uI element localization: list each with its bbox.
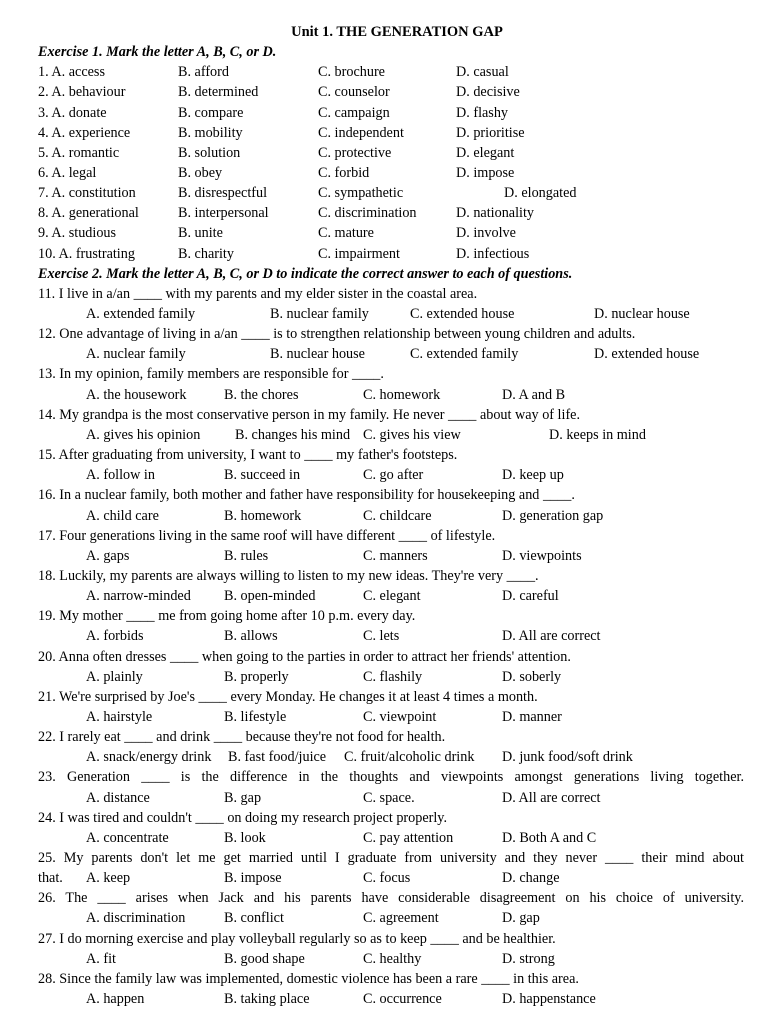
- option-b[interactable]: B. homework: [224, 507, 302, 524]
- option-c: C. impairment: [318, 245, 400, 262]
- option-d[interactable]: D. soberly: [502, 668, 562, 685]
- option-b: B. interpersonal: [178, 205, 269, 222]
- option-d[interactable]: D. generation gap: [502, 507, 604, 524]
- option-a: 6. A. legal: [38, 165, 97, 182]
- option-d[interactable]: D. gap: [502, 910, 540, 927]
- exercise1-row: [38, 223, 744, 243]
- question-continuation: that.: [38, 870, 63, 887]
- option-b[interactable]: B. gap: [224, 789, 262, 806]
- option-a: 5. A. romantic: [38, 144, 120, 161]
- answer-options: [38, 747, 744, 767]
- option-c: C. brochure: [318, 64, 385, 81]
- exercise1-row: [38, 163, 744, 183]
- option-d: D. involve: [456, 225, 516, 242]
- option-d[interactable]: D. happenstance: [502, 991, 596, 1008]
- exercise1-row: [38, 103, 744, 123]
- exercise1-heading: Exercise 1. Mark the letter A, B, C, or D.: [38, 44, 277, 61]
- option-c[interactable]: C. occurrence: [363, 991, 442, 1008]
- option-d[interactable]: D. All are correct: [502, 628, 601, 645]
- option-d[interactable]: D. manner: [502, 709, 562, 725]
- option-d[interactable]: D. keeps in mind: [549, 426, 646, 443]
- option-b: B. mobility: [178, 124, 243, 141]
- option-b[interactable]: B. lifestyle: [224, 709, 287, 725]
- exercise1-row: [38, 244, 744, 264]
- worksheet-page: [38, 22, 744, 1009]
- option-c[interactable]: C. healthy: [363, 950, 422, 967]
- exercise1-row: [38, 82, 744, 102]
- option-a[interactable]: A. nuclear family: [86, 346, 186, 363]
- option-b[interactable]: B. open-minded: [224, 588, 316, 605]
- option-c: C. protective: [318, 144, 392, 161]
- option-b: B. disrespectful: [178, 185, 268, 202]
- option-c: C. forbid: [318, 165, 370, 182]
- option-a[interactable]: A. gaps: [86, 547, 130, 564]
- option-a[interactable]: A. distance: [86, 789, 150, 806]
- option-a[interactable]: A. narrow-minded: [86, 588, 191, 605]
- question-text: 16. In a nuclear family, both mother and father have responsibility for housekeeping and ____.: [38, 487, 575, 504]
- question-text: 21. We're surprised by Joe's ____ every Monday. He changes it at least 4 times a month.: [38, 688, 538, 705]
- answer-options: [38, 385, 744, 405]
- option-b[interactable]: B. nuclear family: [270, 306, 369, 323]
- answer-options: [38, 626, 744, 646]
- option-a[interactable]: A. discrimination: [86, 910, 186, 927]
- option-c[interactable]: C. childcare: [363, 507, 432, 524]
- exercise2-list: [38, 284, 744, 1009]
- option-b[interactable]: B. conflict: [224, 910, 284, 927]
- option-a[interactable]: A. gives his opinion: [86, 426, 201, 443]
- option-d: D. casual: [456, 64, 509, 81]
- option-a[interactable]: A. keep: [86, 870, 131, 887]
- option-c: C. sympathetic: [318, 185, 404, 202]
- option-c[interactable]: C. extended family: [410, 346, 519, 363]
- question-text: 17. Four generations living in the same roof will have different ____ of lifestyle.: [38, 527, 496, 544]
- option-b[interactable]: B. taking place: [224, 991, 310, 1008]
- option-a: 10. A. frustrating: [38, 245, 135, 262]
- option-a: 3. A. donate: [38, 104, 107, 121]
- option-b: B. solution: [178, 144, 241, 161]
- option-d: D. infectious: [456, 245, 530, 262]
- option-d[interactable]: D. keep up: [502, 467, 564, 484]
- question-text: 28. Since the family law was implemented, domestic violence has been a rare ____ in this area.: [38, 970, 579, 987]
- exercise1-list: [38, 62, 744, 263]
- option-c[interactable]: C. lets: [363, 628, 400, 645]
- option-c[interactable]: C. agreement: [363, 910, 439, 927]
- option-a: 8. A. generational: [38, 205, 139, 222]
- option-d[interactable]: D. careful: [502, 588, 559, 605]
- option-c[interactable]: C. fruit/alcoholic drink: [344, 749, 475, 766]
- option-d: D. decisive: [456, 84, 520, 101]
- option-b[interactable]: B. the chores: [224, 386, 299, 403]
- option-b[interactable]: B. rules: [224, 547, 269, 564]
- option-a[interactable]: A. fit: [86, 950, 116, 967]
- question-text: 13. In my opinion, family members are responsible for ____.: [38, 366, 384, 383]
- question-text: 12. One advantage of living in a/an ____ is to strengthen relationship between young children and adults.: [38, 326, 636, 343]
- question-text: 26. The ____ arises when Jack and his parents have considerable disagreement on his choice of university.: [38, 890, 744, 907]
- option-a[interactable]: A. the housework: [86, 386, 187, 403]
- question-text: 24. I was tired and couldn't ____ on doing my research project properly.: [38, 809, 448, 826]
- option-a: 9. A. studious: [38, 225, 117, 242]
- option-c[interactable]: C. manners: [363, 547, 428, 564]
- option-d: D. prioritise: [456, 124, 525, 141]
- option-c: C. discrimination: [318, 205, 417, 222]
- option-b[interactable]: B. changes his mind: [235, 426, 351, 443]
- option-d: D. flashy: [456, 104, 509, 121]
- option-c[interactable]: C. extended house: [410, 306, 515, 323]
- option-d[interactable]: D. A and B: [502, 386, 566, 403]
- option-b[interactable]: B. fast food/juice: [228, 749, 327, 766]
- answer-options: [38, 506, 744, 526]
- option-c[interactable]: C. homework: [363, 386, 441, 403]
- question-text: 23. Generation ____ is the difference in the thoughts and viewpoints amongst generations living together.: [38, 769, 744, 786]
- option-d[interactable]: D. junk food/soft drink: [502, 749, 633, 766]
- option-a[interactable]: A. plainly: [86, 668, 143, 685]
- option-a[interactable]: A. extended family: [86, 306, 196, 323]
- answer-options: [38, 465, 744, 485]
- page-title: Unit 1. THE GENERATION GAP: [291, 24, 503, 40]
- option-d: D. elegant: [456, 144, 515, 161]
- question-text: 27. I do morning exercise and play volleyball regularly so as to keep ____ and be healthier.: [38, 930, 556, 947]
- answer-options: [38, 868, 744, 888]
- option-b: B. charity: [178, 245, 234, 262]
- exercise2-heading: Exercise 2. Mark the letter A, B, C, or D to indicate the correct answer to each of questions.: [38, 265, 573, 282]
- answer-options: [38, 949, 744, 969]
- option-d[interactable]: D. extended house: [594, 346, 700, 363]
- question-text: 18. Luckily, my parents are always willing to listen to my new ideas. They're very ____.: [38, 567, 539, 584]
- option-a[interactable]: A. snack/energy drink: [86, 749, 212, 766]
- option-d[interactable]: D. viewpoints: [502, 547, 582, 564]
- exercise1-row: [38, 62, 744, 82]
- option-b[interactable]: B. nuclear house: [270, 346, 365, 363]
- question-text: 19. My mother ____ me from going home after 10 p.m. every day.: [38, 608, 416, 625]
- answer-options: [38, 304, 744, 324]
- option-c: C. campaign: [318, 104, 390, 121]
- option-a[interactable]: A. forbids: [86, 628, 144, 645]
- option-a[interactable]: A. follow in: [86, 467, 155, 484]
- option-b: B. compare: [178, 104, 244, 121]
- option-a: 1. A. access: [38, 64, 105, 81]
- answer-options: [38, 788, 744, 808]
- question-text: 22. I rarely eat ____ and drink ____ because they're not food for health.: [38, 729, 446, 746]
- option-c[interactable]: C. viewpoint: [363, 709, 437, 725]
- answer-options: [38, 908, 744, 928]
- option-b[interactable]: B. allows: [224, 628, 278, 645]
- option-a[interactable]: A. concentrate: [86, 829, 169, 846]
- option-b: B. obey: [178, 165, 223, 182]
- option-a[interactable]: A. hairstyle: [86, 709, 153, 725]
- question-text: 15. After graduating from university, I want to ____ my father's footsteps.: [38, 447, 458, 464]
- option-c[interactable]: C. flashily: [363, 668, 423, 685]
- option-c: C. mature: [318, 225, 374, 242]
- answer-options: [38, 667, 744, 687]
- option-a: 2. A. behaviour: [38, 84, 126, 101]
- question-text: 11. I live in a/an ____ with my parents and my elder sister in the coastal area.: [38, 285, 478, 302]
- option-b[interactable]: B. good shape: [224, 950, 305, 967]
- option-d: D. elongated: [504, 185, 577, 202]
- option-a[interactable]: A. happen: [86, 991, 145, 1008]
- option-d[interactable]: D. change: [502, 870, 560, 887]
- option-c[interactable]: C. pay attention: [363, 829, 454, 846]
- answer-options: [38, 989, 744, 1009]
- option-d[interactable]: D. All are correct: [502, 789, 601, 806]
- answer-options: [38, 586, 744, 606]
- option-c[interactable]: C. elegant: [363, 588, 421, 605]
- option-c[interactable]: C. gives his view: [363, 426, 461, 443]
- question-text: 25. My parents don't let me get married until I graduate from university and they never ____ their mind about: [38, 850, 744, 867]
- option-b[interactable]: B. look: [224, 829, 266, 846]
- exercise1-row: [38, 203, 744, 223]
- option-b[interactable]: B. properly: [224, 668, 289, 685]
- option-d: D. nationality: [456, 205, 535, 222]
- option-b[interactable]: B. impose: [224, 870, 282, 887]
- option-c[interactable]: C. go after: [363, 467, 424, 484]
- answer-options: [38, 546, 744, 566]
- answer-options: [38, 344, 744, 364]
- exercise1-row: [38, 183, 744, 203]
- exercise1-row: [38, 123, 744, 143]
- option-c[interactable]: C. space.: [363, 789, 415, 806]
- answer-options: [38, 828, 744, 848]
- question-text: 20. Anna often dresses ____ when going to the parties in order to attract her friends' attention.: [38, 648, 571, 665]
- option-d[interactable]: D. Both A and C: [502, 829, 597, 846]
- option-a: 4. A. experience: [38, 124, 131, 141]
- option-d: D. impose: [456, 165, 515, 182]
- exercise1-row: [38, 143, 744, 163]
- option-c: C. independent: [318, 124, 404, 141]
- option-b: B. unite: [178, 225, 223, 242]
- option-d[interactable]: D. strong: [502, 950, 555, 967]
- option-c[interactable]: C. focus: [363, 870, 411, 887]
- option-c: C. counselor: [318, 84, 390, 101]
- answer-options: [38, 707, 744, 727]
- option-b: B. determined: [178, 84, 259, 101]
- option-b[interactable]: B. succeed in: [224, 467, 301, 484]
- option-d[interactable]: D. nuclear house: [594, 306, 690, 323]
- option-a: 7. A. constitution: [38, 185, 136, 202]
- question-text: 14. My grandpa is the most conservative person in my family. He never ____ about way of life.: [38, 406, 581, 423]
- answer-options: [38, 425, 744, 445]
- option-b: B. afford: [178, 64, 229, 81]
- option-a[interactable]: A. child care: [86, 507, 159, 524]
